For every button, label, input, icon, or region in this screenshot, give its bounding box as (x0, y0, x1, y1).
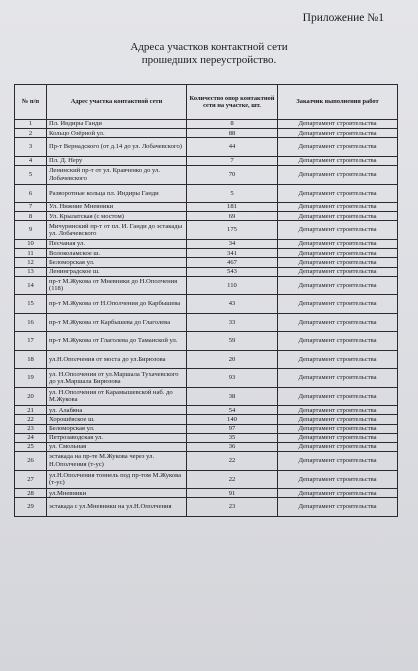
row-count: 54 (187, 406, 278, 415)
row-customer: Департамент строительства (278, 433, 398, 442)
row-address: эстакада на пр-те М.Жукова через ул. Н.Ополчения (т-ус) (47, 452, 187, 471)
table-row (15, 156, 398, 165)
row-address: ул. Смольная (47, 442, 187, 451)
row-address: Пл. Индиры Ганди (47, 120, 187, 129)
row-address: ул. Алабяна (47, 406, 187, 415)
table-row (15, 406, 398, 415)
table-row (15, 350, 398, 369)
row-number: 11 (15, 249, 47, 258)
row-count: 23 (187, 498, 278, 517)
row-number: 21 (15, 406, 47, 415)
row-address: Мичуринский пр-т от пл. И. Ганди до эстакады ул. Лобачевского (47, 221, 187, 240)
row-count: 59 (187, 332, 278, 351)
row-count: 33 (187, 313, 278, 332)
row-number: 25 (15, 442, 47, 451)
row-count: 181 (187, 203, 278, 212)
row-number: 6 (15, 184, 47, 203)
row-address: Беломорская ул. (47, 424, 187, 433)
row-number: 5 (15, 166, 47, 185)
row-address: Петрозаводская ул. (47, 433, 187, 442)
row-count: 467 (187, 258, 278, 267)
table-row (15, 276, 398, 295)
table-row (15, 424, 398, 433)
row-count: 35 (187, 433, 278, 442)
row-address: ул. Н.Ополчения от Карамышевской наб. до М.Жукова (47, 387, 187, 406)
row-customer: Департамент строительства (278, 203, 398, 212)
table-row (15, 452, 398, 471)
row-customer: Департамент строительства (278, 332, 398, 351)
document-title (0, 41, 418, 67)
table-header-row (15, 85, 398, 120)
row-customer: Департамент строительства (278, 295, 398, 314)
row-count: 22 (187, 470, 278, 489)
row-count: 5 (187, 184, 278, 203)
row-address: пр-т М.Жукова от Карбышева до Глаголева (47, 313, 187, 332)
table-row (15, 138, 398, 157)
table-row (15, 332, 398, 351)
row-address: Ул. Крылатская (с мостом) (47, 212, 187, 221)
row-customer: Департамент строительства (278, 415, 398, 424)
row-number: 2 (15, 129, 47, 138)
row-customer: Департамент строительства (278, 138, 398, 157)
row-count: 88 (187, 129, 278, 138)
row-count: 44 (187, 138, 278, 157)
table-row (15, 498, 398, 517)
row-address: Разворотные кольца пл. Индиры Ганди (47, 184, 187, 203)
row-number: 9 (15, 221, 47, 240)
row-count: 70 (187, 166, 278, 185)
row-count: 91 (187, 489, 278, 498)
table-row (15, 387, 398, 406)
row-number: 17 (15, 332, 47, 351)
addresses-table (14, 84, 398, 517)
row-customer: Департамент строительства (278, 452, 398, 471)
row-number: 10 (15, 239, 47, 248)
row-number: 8 (15, 212, 47, 221)
table-row (15, 212, 398, 221)
row-address: ул. Н.Ополчения от ул.Маршала Тухачевского до ул.Маршала Бирюзова (47, 369, 187, 388)
row-count: 34 (187, 239, 278, 248)
row-number: 1 (15, 120, 47, 129)
row-address: Пр-т Вернадского (от д.14 до ул. Лобачевского) (47, 138, 187, 157)
row-number: 4 (15, 156, 47, 165)
row-customer: Департамент строительства (278, 424, 398, 433)
row-address: Волоколамское ш. (47, 249, 187, 258)
row-customer: Департамент строительства (278, 184, 398, 203)
row-address: ул.Н.Ополчения тоннель под пр-том М.Жукова (т-ус) (47, 470, 187, 489)
column-header-customer: Заказчик выполнения работ (278, 85, 398, 120)
row-customer: Департамент строительства (278, 221, 398, 240)
row-address: Пл. Д. Неру (47, 156, 187, 165)
row-customer: Департамент строительства (278, 120, 398, 129)
row-count: 43 (187, 295, 278, 314)
row-customer: Департамент строительства (278, 276, 398, 295)
table-row (15, 442, 398, 451)
row-customer: Департамент строительства (278, 166, 398, 185)
row-customer: Департамент строительства (278, 313, 398, 332)
row-count: 7 (187, 156, 278, 165)
row-customer: Департамент строительства (278, 489, 398, 498)
row-address: Песчаная ул. (47, 239, 187, 248)
row-address: пр-т М.Жукова от Мневники до Н.Ополчения (118) (47, 276, 187, 295)
table-row (15, 129, 398, 138)
table-body (15, 120, 398, 517)
column-header-count: Количество опор контактной сети на участке, шт. (187, 85, 278, 120)
row-customer: Департамент строительства (278, 387, 398, 406)
row-address: ул.Н.Ополчения от моста до ул.Бирюзова (47, 350, 187, 369)
row-customer: Департамент строительства (278, 498, 398, 517)
row-number: 22 (15, 415, 47, 424)
row-count: 175 (187, 221, 278, 240)
row-number: 19 (15, 369, 47, 388)
row-count: 22 (187, 452, 278, 471)
table-row (15, 433, 398, 442)
row-address: эстакада с ул.Мневники на ул.Н.Ополчения (47, 498, 187, 517)
title-line-2: прошедших переустройство. (141, 54, 277, 66)
row-customer: Департамент строительства (278, 258, 398, 267)
table-row (15, 239, 398, 248)
row-number: 3 (15, 138, 47, 157)
row-count: 93 (187, 369, 278, 388)
row-count: 8 (187, 120, 278, 129)
row-number: 28 (15, 489, 47, 498)
row-address: ул.Мневники (47, 489, 187, 498)
row-count: 341 (187, 249, 278, 258)
row-address: Ул. Нижние Мневники (47, 203, 187, 212)
row-number: 20 (15, 387, 47, 406)
row-number: 18 (15, 350, 47, 369)
row-customer: Департамент строительства (278, 129, 398, 138)
row-customer: Департамент строительства (278, 470, 398, 489)
row-number: 12 (15, 258, 47, 267)
row-customer: Департамент строительства (278, 156, 398, 165)
row-customer: Департамент строительства (278, 249, 398, 258)
column-header-number: № п/п (15, 85, 47, 120)
row-count: 69 (187, 212, 278, 221)
table-row (15, 258, 398, 267)
row-address: пр-т М.Жукова от Глаголева до Таманской ул. (47, 332, 187, 351)
row-number: 7 (15, 203, 47, 212)
row-address: пр-т М.Жукова от Н.Ополчения до Карбышева (47, 295, 187, 314)
title-line-1: Адреса участков контактной сети (130, 41, 288, 53)
row-customer: Департамент строительства (278, 406, 398, 415)
row-count: 97 (187, 424, 278, 433)
row-customer: Департамент строительства (278, 212, 398, 221)
row-number: 16 (15, 313, 47, 332)
column-header-address: Адрес участка контактной сети (47, 85, 187, 120)
row-count: 36 (187, 442, 278, 451)
row-count: 38 (187, 387, 278, 406)
table-row (15, 221, 398, 240)
row-address: Кольцо Озёрной ул. (47, 129, 187, 138)
row-count: 543 (187, 267, 278, 276)
row-count: 110 (187, 276, 278, 295)
row-count: 140 (187, 415, 278, 424)
row-number: 23 (15, 424, 47, 433)
table-row (15, 166, 398, 185)
row-customer: Департамент строительства (278, 267, 398, 276)
table-row (15, 184, 398, 203)
row-number: 24 (15, 433, 47, 442)
row-number: 27 (15, 470, 47, 489)
row-number: 14 (15, 276, 47, 295)
row-number: 13 (15, 267, 47, 276)
row-number: 29 (15, 498, 47, 517)
table-row (15, 249, 398, 258)
row-address: Беломорская ул. (47, 258, 187, 267)
table-row (15, 295, 398, 314)
table-row (15, 489, 398, 498)
row-address: Ленинградское ш. (47, 267, 187, 276)
table-row (15, 415, 398, 424)
table-row (15, 203, 398, 212)
row-customer: Департамент строительства (278, 350, 398, 369)
table-row (15, 313, 398, 332)
table-row (15, 120, 398, 129)
row-number: 15 (15, 295, 47, 314)
table-row (15, 369, 398, 388)
row-address: Ленинский пр-т от ул. Кравченко до ул. Лобачевского (47, 166, 187, 185)
row-count: 20 (187, 350, 278, 369)
appendix-label: Приложение №1 (302, 12, 384, 24)
row-customer: Департамент строительства (278, 369, 398, 388)
row-number: 26 (15, 452, 47, 471)
row-address: Хорошёвское ш. (47, 415, 187, 424)
row-customer: Департамент строительства (278, 442, 398, 451)
table-row (15, 267, 398, 276)
row-customer: Департамент строительства (278, 239, 398, 248)
table-row (15, 470, 398, 489)
